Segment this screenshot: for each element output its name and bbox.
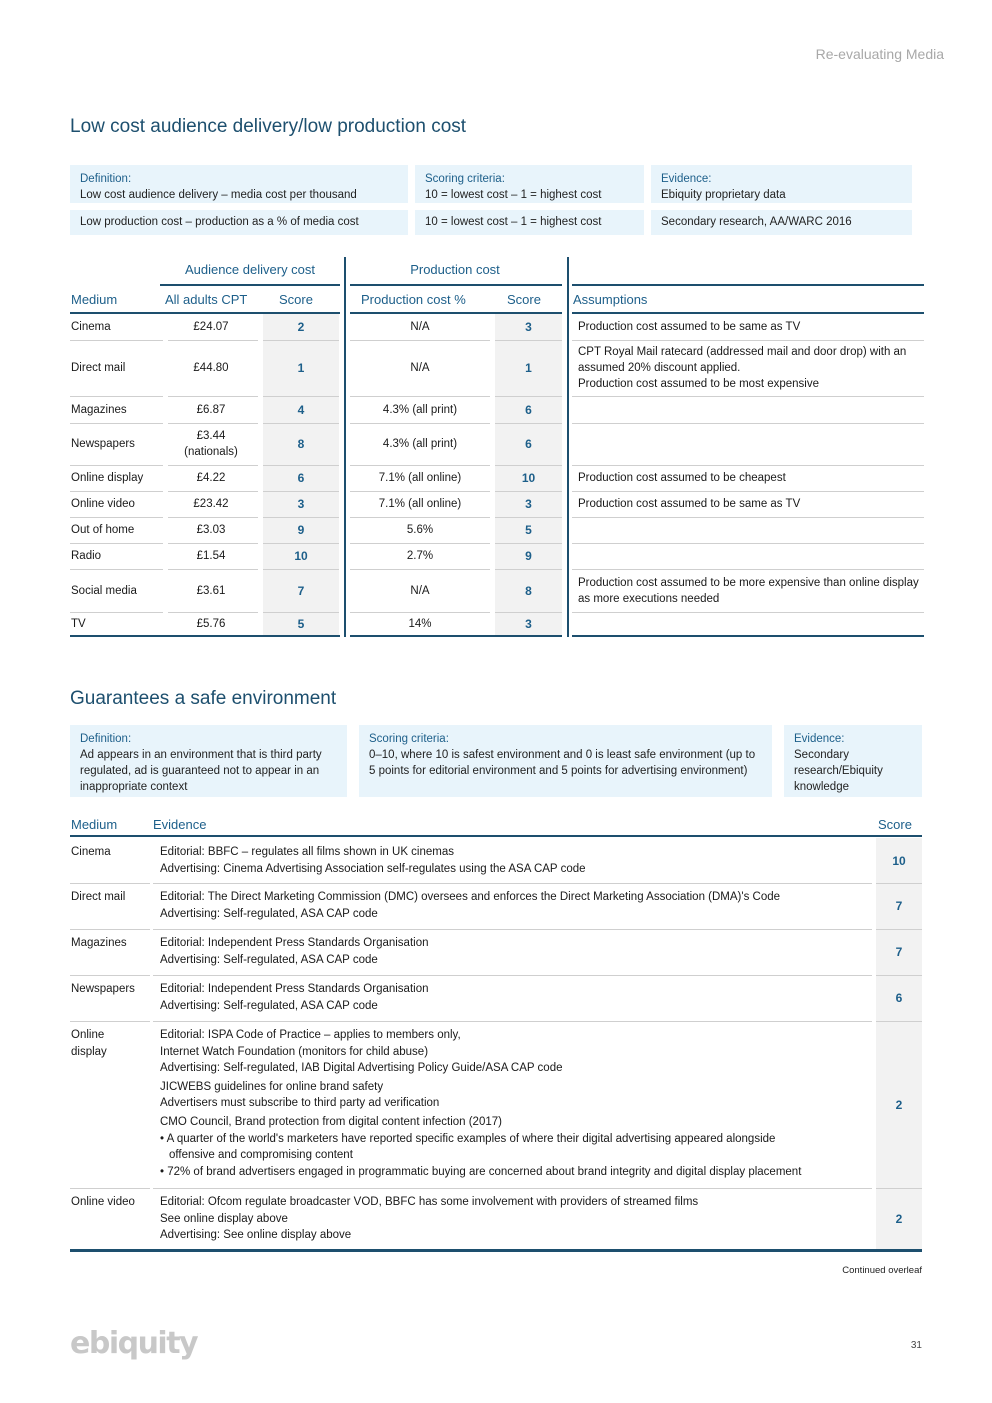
- group-head-audience: Audience delivery cost: [184, 262, 316, 277]
- cost-row-score2-text: 3: [525, 320, 532, 334]
- col-head-medium-2: Medium: [71, 817, 118, 832]
- cost-row-prod: [350, 543, 490, 569]
- scoring-text-2: 10 = lowest cost – 1 = highest cost: [425, 216, 602, 228]
- cost-row-cpt: [165, 465, 257, 491]
- cost-row-assumption-text: Production cost assumed to be same as TV: [578, 321, 801, 333]
- row-separator: [153, 975, 872, 976]
- evidence-line: Internet Watch Foundation (monitors for child abuse): [160, 1045, 429, 1058]
- cost-row-score2-text: 5: [525, 523, 532, 537]
- cost-row-assumption: [578, 543, 924, 569]
- definition-text-2: Low production cost – production as a % of media cost: [80, 216, 359, 228]
- cost-row-score2-text: 6: [525, 437, 532, 451]
- evidence-box-1: [651, 165, 912, 203]
- definition-text: Low cost audience delivery – media cost per thousand: [80, 189, 357, 201]
- row-separator: [70, 883, 150, 884]
- cost-row-cpt: [165, 396, 257, 423]
- cost-row-cpt-text: £44.80: [193, 362, 229, 374]
- cost-row-score1-text: 7: [297, 583, 305, 598]
- cost-row-medium-text: Out of home: [71, 524, 135, 536]
- table1-bottom-rule-3: [572, 635, 924, 637]
- header-rule-safety: [70, 835, 922, 837]
- divider-2: [567, 257, 569, 637]
- evidence-line: Editorial: Independent Press Standards Organisation: [160, 937, 429, 949]
- col-head-assumptions: Assumptions: [573, 292, 648, 307]
- cost-row-medium: [71, 517, 161, 543]
- evidence-line: Advertisers must subscribe to third party ad verification: [160, 1097, 440, 1110]
- evidence-line: Advertising: See online display above: [160, 1229, 352, 1242]
- cost-row-cpt-text: £3.44: [196, 430, 226, 442]
- cost-row-medium: [71, 340, 161, 396]
- cost-row-score1-text: 2: [297, 320, 305, 334]
- table1-bottom-rule-1: [70, 635, 340, 637]
- cost-row-assumption: [578, 491, 924, 517]
- cost-row-medium-text: Cinema: [71, 321, 111, 333]
- safety-row-medium: Online display: [71, 1029, 107, 1058]
- cost-row-assumption: [578, 340, 924, 396]
- evidence-label: Evidence:: [661, 173, 712, 185]
- cost-row-assumption-text: CPT Royal Mail ratecard (addressed mail and door drop) with an assumed 20% discount applied.: [578, 346, 907, 374]
- definition-label: Definition:: [80, 173, 132, 185]
- row-separator: [153, 929, 872, 930]
- row-separator: [153, 1021, 872, 1022]
- cost-row-medium-text: Radio: [71, 550, 102, 562]
- cost-row-cpt: [165, 423, 257, 465]
- scoring-label-safety: Scoring criteria:: [369, 733, 449, 745]
- cost-row-score2-text: 9: [525, 549, 532, 563]
- safety-row-evidence: [160, 889, 872, 922]
- cost-row-prod-text: N/A: [410, 584, 430, 597]
- cost-row-score1-text: 10: [294, 549, 308, 563]
- cost-row-prod-text: N/A: [410, 321, 430, 333]
- cost-row-score1-text: 3: [297, 497, 305, 511]
- safety-row-score: 7: [895, 899, 903, 913]
- cost-row-score2-text: 3: [525, 617, 532, 631]
- cost-row-score2-text: 8: [525, 583, 532, 598]
- row-separator: [153, 1188, 872, 1189]
- cost-row-cpt-text: £6.87: [196, 403, 226, 416]
- cost-row-score1: [263, 340, 339, 396]
- evidence-line: Advertising: Self-regulated, ASA CAP code: [160, 953, 378, 966]
- section-title-cost: Low cost audience delivery/low production cost: [70, 116, 467, 137]
- scoring-box-2: [415, 210, 644, 235]
- cost-row-score1-text: 1: [297, 361, 305, 375]
- safety-row-score: 7: [895, 945, 903, 959]
- cost-row-medium-text: Online video: [71, 498, 135, 510]
- table1-bottom-rule-2: [350, 635, 562, 637]
- group-head-production: Production cost: [410, 262, 500, 277]
- cost-row-score1: [263, 465, 339, 491]
- cost-row-score1: [263, 569, 339, 612]
- page-number: 31: [910, 1340, 922, 1351]
- cost-row-score2: [495, 491, 562, 517]
- safety-row-medium: Cinema: [71, 846, 111, 858]
- cost-row-cpt: [165, 569, 257, 612]
- cost-row-cpt: [165, 340, 257, 396]
- evidence-line: See online display above: [160, 1212, 288, 1225]
- evidence-line: Editorial: The Direct Marketing Commission (DMC) oversees and enforces the Direct Marketing Association (DMA)'s Code: [160, 891, 781, 903]
- safety-row-medium: Newspapers: [71, 983, 135, 995]
- cost-row-assumption: [578, 396, 924, 423]
- cost-row-cpt: [165, 543, 257, 569]
- col-head-score-2: Score: [878, 817, 912, 832]
- evidence-line: • 72% of brand advertisers engaged in programmatic buying are concerned about brand integrity and digital display placement: [160, 1165, 802, 1178]
- cost-row-prod-text: N/A: [410, 362, 430, 374]
- cost-row-score2: [495, 423, 562, 465]
- col-head-prod: Production cost %: [361, 292, 466, 307]
- col-head-medium: Medium: [71, 292, 118, 307]
- scoring-label: Scoring criteria:: [425, 173, 505, 185]
- evidence-line: Advertising: Cinema Advertising Association self-regulates using the ASA CAP code: [160, 862, 586, 875]
- evidence-text: Ebiquity proprietary data: [661, 189, 786, 201]
- cost-row-score2: [495, 569, 562, 612]
- cost-row-score1-text: 6: [297, 471, 305, 485]
- cost-row-assumption-text: Production cost assumed to be same as TV: [578, 498, 801, 510]
- evidence-line: CMO Council, Brand protection from digital content infection (2017): [160, 1115, 502, 1128]
- cost-row-prod: [350, 612, 490, 636]
- definition-box-1: [70, 165, 408, 203]
- cost-row-medium: [71, 491, 161, 517]
- cost-row-score2: [495, 517, 562, 543]
- cost-row-prod: [350, 396, 490, 423]
- cost-row-cpt-text: £3.03: [196, 524, 226, 536]
- cost-row-medium: [71, 314, 161, 340]
- cost-row-prod: [350, 314, 490, 340]
- cost-row-score2: [495, 465, 562, 491]
- cost-row-score1: [263, 612, 339, 636]
- cost-row-score1-text: 9: [297, 523, 305, 537]
- cost-row-score1: [263, 543, 339, 569]
- evidence-line: Advertising: Self-regulated, ASA CAP code: [160, 999, 378, 1012]
- evidence-box-safety: [784, 725, 922, 797]
- safety-row-medium: Direct mail: [71, 891, 126, 903]
- cost-row-medium-text: TV: [71, 618, 86, 630]
- evidence-line: Editorial: Independent Press Standards Organisation: [160, 983, 429, 995]
- cost-row-medium: [71, 543, 161, 569]
- cost-row-cpt: [165, 491, 257, 517]
- definition-text-safety: Ad appears in an environment that is third party regulated, ad is guaranteed not to appear in an inappropriate context: [80, 749, 322, 793]
- scoring-box-1: [415, 165, 644, 203]
- group-rule-audience: [160, 284, 340, 286]
- safety-row-score: 2: [895, 1097, 903, 1112]
- row-separator: [153, 883, 872, 884]
- cost-row-medium-text: Social media: [71, 584, 137, 597]
- cost-row-medium: [71, 423, 161, 465]
- cost-row-medium-text: Direct mail: [71, 362, 126, 374]
- cost-row-medium: [71, 465, 161, 491]
- cost-row-prod-text: 4.3% (all print): [382, 438, 458, 450]
- cost-row-score1: [263, 423, 339, 465]
- cost-row-prod: [350, 517, 490, 543]
- cost-row-cpt-text: £3.61: [196, 584, 226, 597]
- cost-row-assumption-text: Production cost assumed to be most expensive: [578, 378, 819, 390]
- safety-row-evidence: [160, 844, 872, 877]
- cost-row-prod: [350, 423, 490, 465]
- cost-row-medium-text: Online display: [71, 472, 144, 484]
- group-rule-production: [350, 284, 562, 286]
- cost-row-score1-text: 5: [297, 617, 305, 631]
- safety-row-score: 10: [892, 853, 906, 868]
- scoring-text: 10 = lowest cost – 1 = highest cost: [425, 189, 602, 201]
- cost-row-assumption-text: Production cost assumed to be cheapest: [578, 472, 786, 484]
- cost-row-assumption: [578, 465, 924, 491]
- cost-row-score2: [495, 612, 562, 636]
- evidence-line: Advertising: Self-regulated, IAB Digital Advertising Policy Guide/ASA CAP code: [160, 1062, 563, 1075]
- evidence-line: offensive and compromising content: [169, 1149, 353, 1162]
- safety-row-evidence: [160, 935, 872, 968]
- definition-box-2: [70, 210, 408, 235]
- row-separator: [70, 1188, 150, 1189]
- cost-row-cpt: [165, 314, 257, 340]
- scoring-text-safety: 0–10, where 10 is safest environment and 0 is least safe environment (up to 5 points for editorial environment and 5 points for advertising environment): [369, 749, 756, 777]
- safety-row-score: 2: [895, 1211, 903, 1226]
- safety-row-medium: Online video: [71, 1196, 135, 1208]
- cost-row-cpt-text: £23.42: [193, 498, 229, 510]
- cost-row-prod-text: 7.1% (all online): [378, 498, 462, 510]
- cost-row-score2-text: 3: [525, 497, 532, 511]
- evidence-line: JICWEBS guidelines for online brand safety: [160, 1080, 384, 1093]
- cost-row-prod: [350, 340, 490, 396]
- col-head-cpt: All adults CPT: [165, 292, 248, 307]
- cost-row-score1-text: 4: [297, 402, 305, 417]
- evidence-line: Editorial: ISPA Code of Practice – applies to members only,: [160, 1029, 461, 1041]
- continued-note: Continued overleaf: [842, 1265, 922, 1276]
- cost-row-cpt-text: £24.07: [193, 321, 229, 333]
- cost-row-medium: [71, 612, 161, 636]
- cost-row-cpt: [165, 612, 257, 636]
- row-separator: [70, 929, 150, 930]
- table2-bottom-rule: [70, 1249, 922, 1252]
- cost-row-score1: [263, 491, 339, 517]
- cost-row-score2: [495, 314, 562, 340]
- cost-row-assumption: [578, 569, 924, 612]
- evidence-text-2: Secondary research, AA/WARC 2016: [661, 216, 852, 228]
- cost-row-cpt: [165, 517, 257, 543]
- cost-row-prod-text: 14%: [408, 618, 432, 630]
- cost-row-assumption: [578, 517, 924, 543]
- safety-row-evidence: [160, 981, 872, 1014]
- cost-row-prod-text: 7.1% (all online): [378, 472, 462, 484]
- row-separator: [70, 1021, 150, 1022]
- cost-row-medium: [71, 569, 161, 612]
- cost-row-score1: [263, 517, 339, 543]
- section-title-safety: Guarantees a safe environment: [70, 688, 337, 709]
- cost-row-prod: [350, 569, 490, 612]
- cost-row-prod-text: 4.3% (all print): [382, 403, 458, 416]
- cost-row-score2: [495, 340, 562, 396]
- cost-row-assumption: [578, 314, 924, 340]
- running-header: Re-evaluating Media: [815, 46, 944, 62]
- evidence-line: • A quarter of the world's marketers have reported specific examples of where their digital advertising appeared alongside: [160, 1132, 776, 1145]
- evidence-line: Advertising: Self-regulated, ASA CAP code: [160, 907, 378, 920]
- group-rule-assumptions: [572, 284, 924, 286]
- cost-row-cpt-text: (nationals): [184, 446, 238, 458]
- cost-row-cpt-text: £1.54: [196, 550, 226, 562]
- cost-row-medium-text: Magazines: [71, 403, 127, 416]
- cost-row-score2-text: 6: [525, 402, 532, 417]
- cost-row-prod: [350, 491, 490, 517]
- safety-row-medium: Magazines: [71, 937, 127, 949]
- ebiquity-logo: ebiquity: [70, 1326, 198, 1361]
- cost-row-score2: [495, 396, 562, 423]
- safety-row-evidence: [160, 1194, 872, 1244]
- cost-row-assumption: [578, 423, 924, 465]
- cost-row-prod-text: 2.7%: [406, 550, 434, 562]
- cost-row-score1: [263, 314, 339, 340]
- evidence-box-2: [651, 210, 912, 235]
- cost-row-medium: [71, 396, 161, 423]
- cost-row-assumption: [578, 612, 924, 636]
- cost-row-cpt-text: £5.76: [196, 618, 226, 630]
- cost-row-score1: [263, 396, 339, 423]
- scoring-box-safety: [359, 725, 772, 797]
- evidence-line: Editorial: BBFC – regulates all films shown in UK cinemas: [160, 846, 455, 858]
- cost-row-score2-text: 10: [521, 471, 536, 485]
- definition-label-safety: Definition:: [80, 733, 132, 745]
- evidence-label-safety: Evidence:: [794, 733, 845, 745]
- safety-row-score: 6: [895, 991, 903, 1005]
- cost-row-assumption-text: Production cost assumed to be more expensive than online display as more executions needed: [578, 576, 919, 605]
- row-separator: [70, 975, 150, 976]
- col-head-score2: Score: [507, 292, 541, 307]
- cost-row-score2: [495, 543, 562, 569]
- cost-row-score2-text: 1: [525, 361, 532, 375]
- cost-row-prod-text: 5.6%: [406, 524, 434, 536]
- divider-1: [344, 257, 346, 637]
- safety-row-evidence: [160, 1027, 872, 1180]
- cost-row-medium-text: Newspapers: [71, 438, 135, 450]
- cost-row-prod: [350, 465, 490, 491]
- cost-row-score1-text: 8: [297, 437, 305, 451]
- evidence-line: Editorial: Ofcom regulate broadcaster VOD, BBFC has some involvement with providers of streamed films: [160, 1196, 699, 1208]
- definition-box-safety: [70, 725, 347, 797]
- col-head-evidence: Evidence: [153, 817, 207, 832]
- col-head-score1: Score: [279, 292, 313, 307]
- cost-row-cpt-text: £4.22: [196, 472, 226, 484]
- evidence-text-safety: Secondary research/Ebiquity knowledge: [794, 749, 883, 793]
